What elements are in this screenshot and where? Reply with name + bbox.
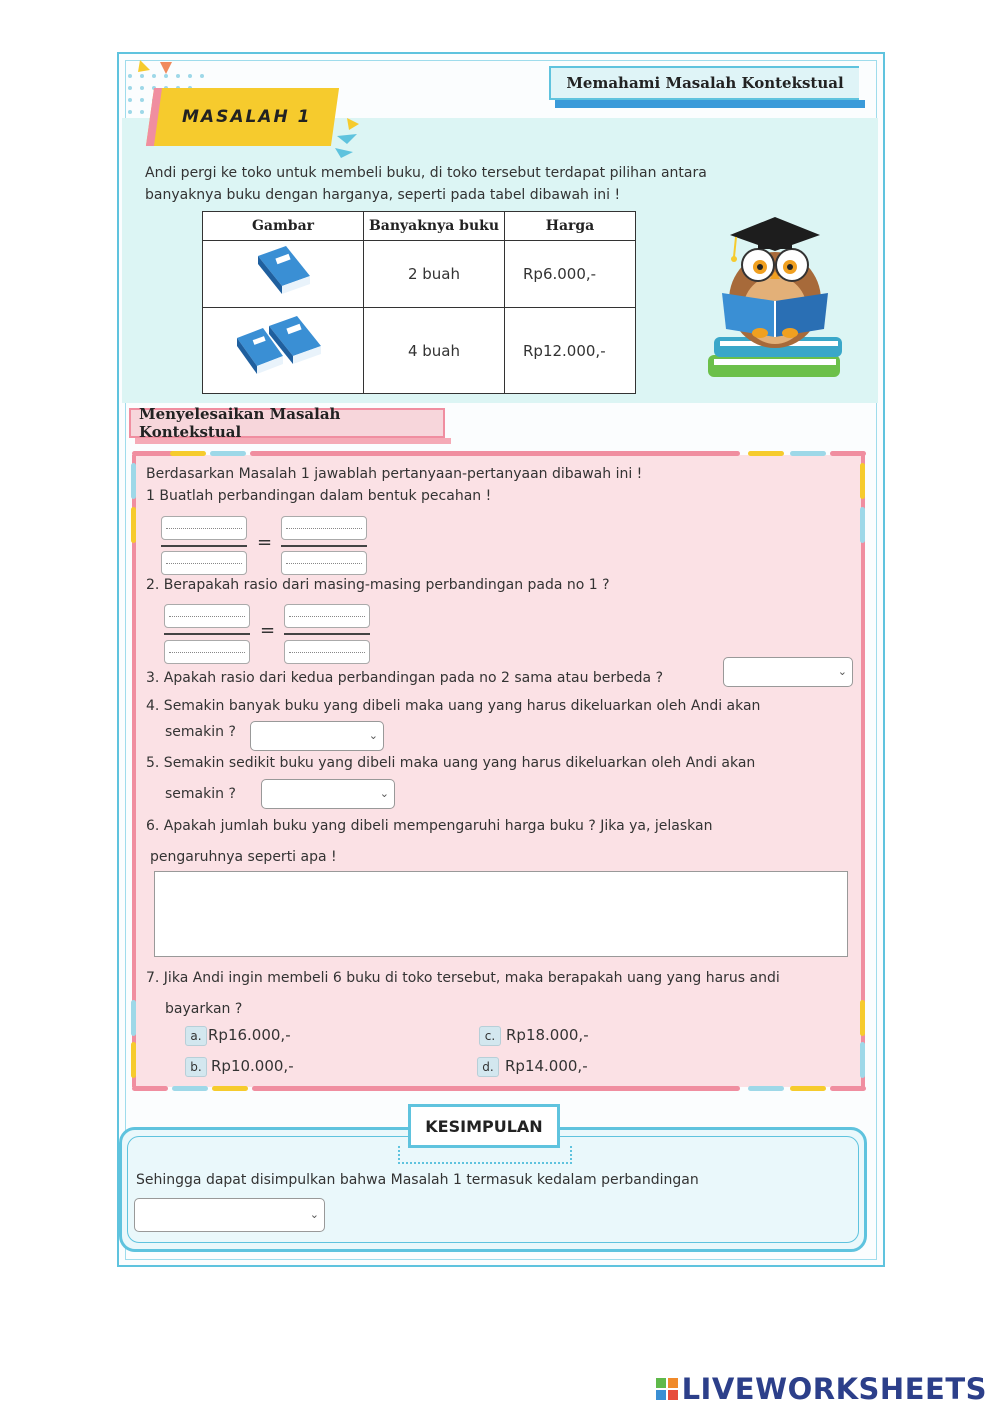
intro-line-2: banyaknya buku dengan harganya, seperti pada tabel dibawah ini ! (145, 187, 621, 203)
conclusion-answer-select[interactable] (134, 1198, 325, 1232)
conclusion-title-box (408, 1104, 560, 1148)
question-3: 3. Apakah rasio dari kedua perbandingan pada no 2 sama atau berbeda ? (146, 670, 663, 686)
chevron-down-icon: ⌄ (379, 786, 389, 800)
table-header: Harga (505, 212, 636, 241)
questions-panel (132, 455, 865, 1087)
problem-intro (145, 162, 825, 206)
question-4-cont: semakin ? (165, 724, 236, 740)
decor-bar (212, 1086, 248, 1091)
question-6: 6. Apakah jumlah buku yang dibeli mempengaruhi harga buku ? Jika ya, jelaskan (146, 818, 713, 834)
header-tab-title: Memahami Masalah Kontekstual (566, 74, 844, 92)
option-a-marker[interactable]: a. (185, 1026, 207, 1046)
decor-bar (172, 1086, 208, 1091)
option-a-text[interactable]: Rp16.000,- (208, 1026, 291, 1044)
decor-bar (790, 1086, 826, 1091)
fraction-bar (281, 545, 367, 547)
question-2: 2. Berapakah rasio dari masing-masing perbandingan pada no 1 ? (146, 577, 610, 593)
fraction-bar (161, 545, 247, 547)
q1-numerator-right-input[interactable] (281, 516, 367, 540)
decor-bar (131, 463, 136, 499)
decor-bar (250, 451, 740, 456)
table-cell-price: Rp6.000,- (505, 241, 636, 308)
table-cell-qty: 4 buah (364, 308, 505, 394)
decor-bar (830, 451, 866, 456)
conclusion-text: Sehingga dapat disimpulkan bahwa Masalah 1 termasuk kedalam perbandingan (136, 1172, 699, 1188)
conclusion-title: KESIMPULAN (425, 1116, 543, 1136)
decor-bar (860, 1042, 865, 1078)
decor-bar (131, 1042, 136, 1078)
section-title: Menyelesaikan Masalah Kontekstual (139, 405, 341, 441)
option-b-marker[interactable]: b. (185, 1057, 207, 1077)
decor-bar (748, 1086, 784, 1091)
q1-numerator-left-input[interactable] (161, 516, 247, 540)
intro-line-1: Andi pergi ke toko untuk membeli buku, di toko tersebut terdapat pilihan antara (145, 165, 707, 181)
problem-badge-label: MASALAH 1 (181, 107, 312, 127)
decor-bar (252, 1086, 740, 1091)
chevron-down-icon: ⌄ (309, 1207, 319, 1221)
table-header: Gambar (203, 212, 364, 241)
table-cell-image (203, 241, 364, 308)
decor-bar (860, 463, 865, 499)
q2-numerator-left-input[interactable] (164, 604, 250, 628)
single-book-icon (248, 242, 318, 302)
chevron-down-icon: ⌄ (368, 728, 378, 742)
question-4: 4. Semakin banyak buku yang dibeli maka uang yang harus dikeluarkan oleh Andi akan (146, 698, 761, 714)
decor-bar (131, 1000, 136, 1036)
q3-answer-select[interactable] (723, 657, 853, 687)
option-d-text[interactable]: Rp14.000,- (505, 1057, 588, 1075)
table-row (203, 308, 636, 394)
problem-badge (146, 88, 339, 146)
q5-answer-select[interactable] (261, 779, 395, 809)
decor-bar (790, 451, 826, 456)
option-c-text[interactable]: Rp18.000,- (506, 1026, 589, 1044)
decor-bar (170, 451, 206, 456)
q1-denominator-left-input[interactable] (161, 551, 247, 575)
option-c-marker[interactable]: c. (479, 1026, 501, 1046)
owl-reading-illustration (700, 205, 850, 385)
table-cell-image (203, 308, 364, 394)
fraction-bar (164, 633, 250, 635)
decor-bar (748, 451, 784, 456)
question-5: 5. Semakin sedikit buku yang dibeli maka uang yang harus dikeluarkan oleh Andi akan (146, 755, 756, 771)
q1-denominator-right-input[interactable] (281, 551, 367, 575)
table-row (203, 241, 636, 308)
table-cell-price: Rp12.000,- (505, 308, 636, 394)
decor-bar (860, 507, 865, 543)
double-book-icon (233, 312, 333, 386)
option-b-text[interactable]: Rp10.000,- (211, 1057, 294, 1075)
instruction-text: Berdasarkan Masalah 1 jawablah pertanyaan-pertanyaan dibawah ini ! (146, 466, 643, 482)
decor-bar (210, 451, 246, 456)
table-header: Banyaknya buku (364, 212, 505, 241)
chevron-down-icon: ⌄ (837, 664, 847, 678)
table-cell-qty: 2 buah (364, 241, 505, 308)
q6-answer-textarea[interactable] (154, 871, 848, 957)
question-1: 1 Buatlah perbandingan dalam bentuk pecahan ! (146, 488, 492, 504)
question-5-cont: semakin ? (165, 786, 236, 802)
question-7: 7. Jika Andi ingin membeli 6 buku di toko tersebut, maka berapakah uang yang harus andi (146, 970, 780, 986)
decor-bar (860, 1000, 865, 1036)
equals-sign: = (257, 532, 273, 553)
header-tab (549, 66, 859, 100)
liveworksheets-logo (656, 1372, 987, 1406)
decor-bar (131, 507, 136, 543)
equals-sign: = (260, 620, 276, 641)
section-tab (129, 405, 445, 441)
table-header-row (203, 212, 636, 241)
option-d-marker[interactable]: d. (477, 1057, 499, 1077)
question-7-cont: bayarkan ? (165, 1001, 243, 1017)
q4-answer-select[interactable] (250, 721, 384, 751)
conclusion-title-dots (398, 1146, 572, 1164)
header-tab-shadow (555, 100, 865, 108)
q2-numerator-right-input[interactable] (284, 604, 370, 628)
q2-denominator-left-input[interactable] (164, 640, 250, 664)
logo-text: LIVEWORKSHEETS (681, 1372, 987, 1406)
decor-bar (830, 1086, 866, 1091)
price-table (202, 211, 636, 394)
sparkle-icon (333, 118, 363, 160)
q2-denominator-right-input[interactable] (284, 640, 370, 664)
fraction-bar (284, 633, 370, 635)
question-6-cont: pengaruhnya seperti apa ! (150, 849, 337, 865)
decor-bar (132, 1086, 168, 1091)
logo-grid-icon (656, 1378, 678, 1400)
